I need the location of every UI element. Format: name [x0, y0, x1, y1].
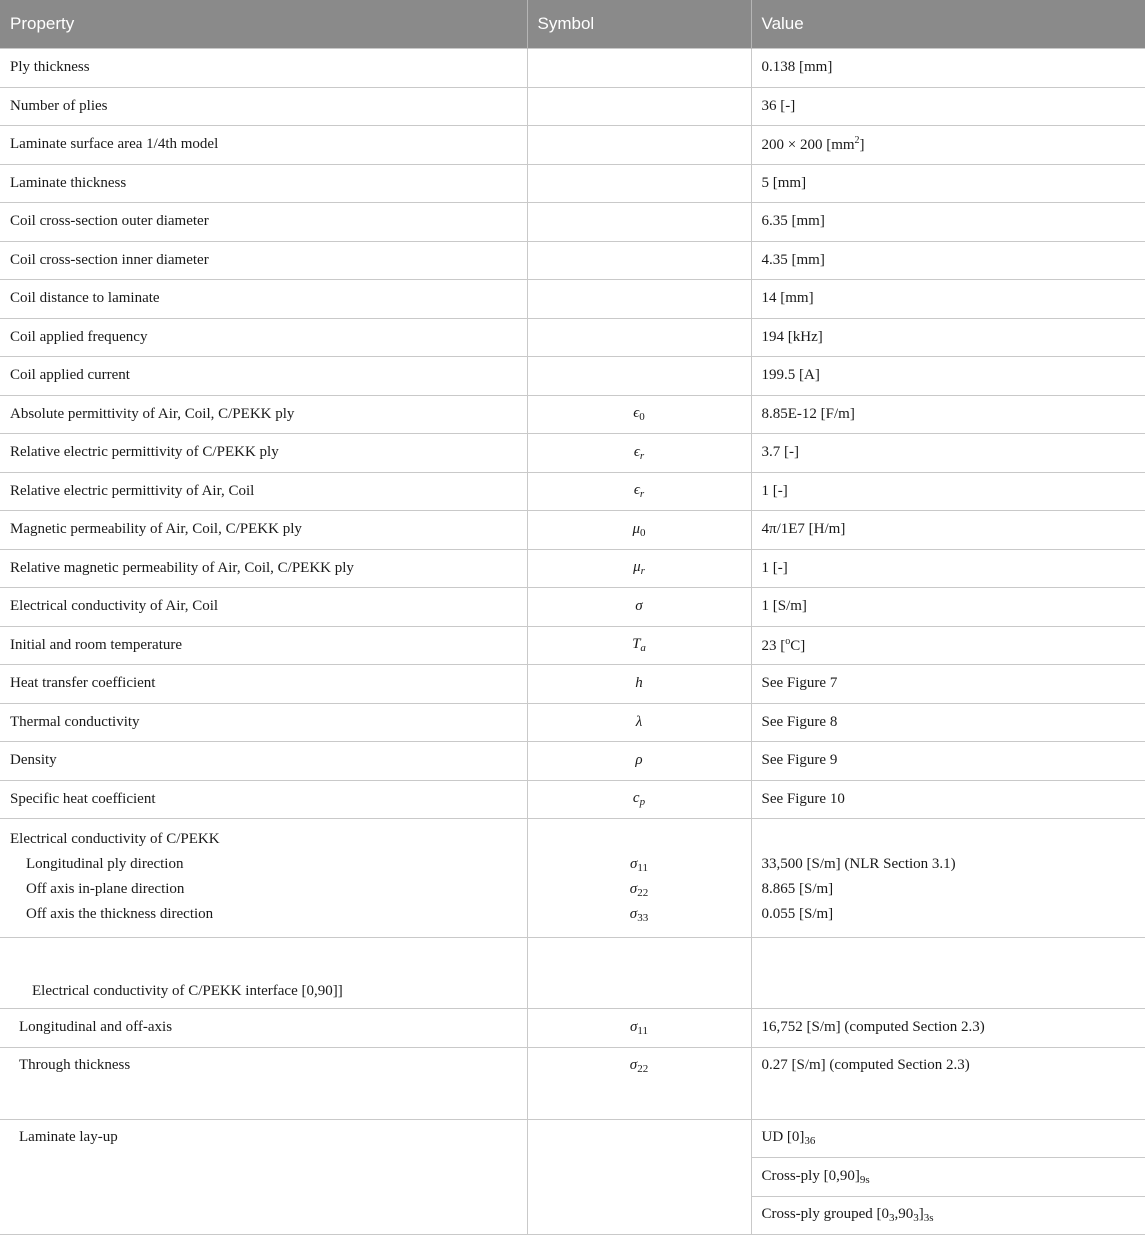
property-cell: Laminate surface area 1/4th model — [0, 126, 527, 165]
symbol-text: ϵ — [633, 405, 640, 422]
group-item-value: 0.055 [S/m] — [761, 906, 834, 922]
property-cell: Magnetic permeability of Air, Coil, C/PEKK ply — [0, 511, 527, 550]
layup-value-mid: ,90 — [894, 1206, 914, 1223]
value-cell: 0.27 [S/m] (computed Section 2.3) — [751, 1047, 1145, 1119]
symbol-cell — [527, 1119, 751, 1235]
symbol-cell — [527, 87, 751, 126]
symbol-cell — [527, 395, 751, 434]
header-row — [0, 0, 1145, 49]
layup-label: Laminate lay-up — [19, 1128, 118, 1145]
table-row — [0, 49, 1145, 88]
property-cell: Coil applied frequency — [0, 318, 527, 357]
symbol-cell: h — [527, 665, 751, 704]
group-item-symbol — [538, 877, 741, 902]
symbol-text: σ — [629, 906, 638, 922]
value-cell — [751, 938, 1145, 1009]
value-cell — [751, 626, 1145, 665]
group-item-symbol — [538, 902, 741, 927]
table-row — [0, 511, 1145, 550]
value-cell: 8.85E-12 [F/m] — [751, 395, 1145, 434]
symbol-cell: σ — [527, 588, 751, 627]
symbol-cell — [527, 434, 751, 473]
interface-item-label: Through thickness — [19, 1056, 131, 1073]
symbol-subscript: 22 — [637, 887, 649, 899]
value-cell: 199.5 [A] — [751, 357, 1145, 396]
property-cell — [0, 1009, 527, 1048]
symbol-cell — [527, 318, 751, 357]
group-item-label: Off axis in-plane direction — [26, 881, 185, 897]
value-cell: 4.35 [mm] — [751, 241, 1145, 280]
symbol-cell — [527, 241, 751, 280]
table-row — [0, 626, 1145, 665]
symbol-subscript: 11 — [637, 1024, 648, 1037]
group-item-label: Off axis the thickness direction — [26, 906, 214, 922]
property-cell: Coil applied current — [0, 357, 527, 396]
value-cell: 6.35 [mm] — [751, 203, 1145, 242]
value-cell — [751, 1196, 1145, 1235]
table-row — [0, 164, 1145, 203]
property-cell: Heat transfer coefficient — [0, 665, 527, 704]
symbol-text: σ — [630, 1018, 638, 1035]
symbol-subscript: 33 — [637, 912, 649, 924]
symbol-text: ϵ — [633, 482, 640, 499]
header-property: Property — [0, 0, 527, 49]
table-row — [0, 780, 1145, 819]
property-cell: Laminate thickness — [0, 164, 527, 203]
value-cell: See Figure 10 — [751, 780, 1145, 819]
symbol-cell — [527, 280, 751, 319]
symbol-cell — [527, 780, 751, 819]
symbol-subscript: r — [640, 565, 645, 578]
value-cell — [751, 1158, 1145, 1197]
property-cell: Ply thickness — [0, 49, 527, 88]
symbol-cell: ρ — [527, 742, 751, 781]
symbol-subscript: a — [640, 642, 646, 655]
header-value: Value — [751, 0, 1145, 49]
table-row — [0, 241, 1145, 280]
value-cell: 14 [mm] — [751, 280, 1145, 319]
table-row — [0, 665, 1145, 704]
value-cell: 16,752 [S/m] (computed Section 2.3) — [751, 1009, 1145, 1048]
table-row — [0, 1047, 1145, 1119]
property-cell: Relative magnetic permeability of Air, Coil, C/PEKK ply — [0, 549, 527, 588]
value-cell: 1 [-] — [751, 549, 1145, 588]
layup-subscript: 3s — [923, 1212, 934, 1225]
property-cell: Initial and room temperature — [0, 626, 527, 665]
value-text: 200 × 200 [mm — [761, 137, 855, 154]
layup-subscript: 3 — [889, 1212, 895, 1225]
header-symbol: Symbol — [527, 0, 751, 49]
value-cell: 194 [kHz] — [751, 318, 1145, 357]
property-cell: Electrical conductivity of Air, Coil — [0, 588, 527, 627]
property-cell: Coil cross-section inner diameter — [0, 241, 527, 280]
group-item-label: Longitudinal ply direction — [26, 856, 184, 872]
layup-row — [0, 1119, 1145, 1158]
value-cell: See Figure 8 — [751, 703, 1145, 742]
symbol-text: μ — [632, 520, 641, 537]
value-superscript: 2 — [854, 135, 860, 147]
symbol-text: μ — [633, 559, 641, 576]
property-cell: Density — [0, 742, 527, 781]
value-text-end: C] — [790, 637, 806, 654]
symbol-subscript: 0 — [640, 526, 646, 539]
symbol-text: σ — [629, 1056, 638, 1073]
property-cell — [0, 938, 527, 1009]
symbol-cell — [527, 126, 751, 165]
property-cell: Coil cross-section outer diameter — [0, 203, 527, 242]
symbol-cell — [527, 549, 751, 588]
table-row — [0, 742, 1145, 781]
interface-title-row — [0, 938, 1145, 1009]
symbol-text: T — [632, 636, 641, 653]
symbol-subscript: 0 — [639, 411, 645, 424]
layup-value: UD [0] — [761, 1129, 805, 1146]
value-cell: 4π/1E7 [H/m] — [751, 511, 1145, 550]
symbol-cell: λ — [527, 703, 751, 742]
property-cell: Absolute permittivity of Air, Coil, C/PEKK ply — [0, 395, 527, 434]
layup-value: Cross-ply grouped [0 — [761, 1206, 889, 1223]
property-cell: Coil distance to laminate — [0, 280, 527, 319]
group-item-symbol — [538, 852, 741, 877]
group-item-value: 33,500 [S/m] (NLR Section 3.1) — [761, 856, 956, 872]
symbol-subscript: p — [639, 796, 646, 809]
table-row — [0, 318, 1145, 357]
table-row — [0, 588, 1145, 627]
property-cell: Number of plies — [0, 87, 527, 126]
table-row — [0, 203, 1145, 242]
symbol-subscript: r — [639, 449, 645, 462]
symbol-cell — [527, 819, 751, 938]
value-cell: 1 [-] — [751, 472, 1145, 511]
symbol-cell — [527, 1009, 751, 1048]
property-cell: Relative electric permittivity of Air, Coil — [0, 472, 527, 511]
property-cell: Specific heat coefficient — [0, 780, 527, 819]
value-superscript: o — [785, 635, 791, 647]
table-row — [0, 87, 1145, 126]
table-row — [0, 126, 1145, 165]
table-row — [0, 434, 1145, 473]
symbol-cell — [527, 626, 751, 665]
symbol-cell — [527, 1047, 751, 1119]
layup-value: Cross-ply [0,90] — [761, 1167, 860, 1184]
symbol-text: ϵ — [633, 443, 640, 460]
property-cell — [0, 1119, 527, 1235]
symbol-cell — [527, 472, 751, 511]
symbol-cell — [527, 938, 751, 1009]
layup-subscript: 9s — [859, 1173, 870, 1186]
property-cell: Relative electric permittivity of C/PEKK ply — [0, 434, 527, 473]
symbol-cell — [527, 49, 751, 88]
cpekk-conductivity-row — [0, 819, 1145, 938]
value-cell: See Figure 7 — [751, 665, 1145, 704]
table-row — [0, 472, 1145, 511]
table-row — [0, 1009, 1145, 1048]
value-cell: See Figure 9 — [751, 742, 1145, 781]
table-row — [0, 395, 1145, 434]
symbol-cell — [527, 511, 751, 550]
value-cell: 36 [-] — [751, 87, 1145, 126]
value-cell: 0.138 [mm] — [751, 49, 1145, 88]
layup-subscript: 3 — [913, 1212, 919, 1225]
value-text-end: ] — [859, 137, 865, 154]
symbol-subscript: 22 — [637, 1062, 649, 1075]
table-row — [0, 280, 1145, 319]
group-title: Electrical conductivity of C/PEKK — [10, 831, 220, 847]
interface-item-label: Longitudinal and off-axis — [19, 1019, 173, 1036]
layup-subscript: 36 — [804, 1135, 816, 1148]
value-cell: 5 [mm] — [751, 164, 1145, 203]
value-cell — [751, 126, 1145, 165]
table-row — [0, 549, 1145, 588]
table-row — [0, 703, 1145, 742]
group-item-value: 8.865 [S/m] — [761, 881, 834, 897]
table-row — [0, 357, 1145, 396]
symbol-cell — [527, 164, 751, 203]
value-cell — [751, 819, 1145, 938]
property-cell — [0, 1047, 527, 1119]
symbol-subscript: 11 — [637, 862, 648, 874]
property-cell — [0, 819, 527, 938]
property-cell: Thermal conductivity — [0, 703, 527, 742]
symbol-text: σ — [630, 856, 638, 872]
value-cell: 3.7 [-] — [751, 434, 1145, 473]
value-text: 23 [ — [761, 637, 786, 654]
value-cell: 1 [S/m] — [751, 588, 1145, 627]
symbol-subscript: r — [639, 488, 645, 501]
layup-value-end: ] — [918, 1206, 924, 1223]
symbol-text: σ — [629, 881, 638, 897]
symbol-text: c — [632, 790, 640, 807]
symbol-cell — [527, 203, 751, 242]
interface-title: Electrical conductivity of C/PEKK interface [0,90]] — [32, 983, 343, 999]
value-cell — [751, 1119, 1145, 1158]
symbol-cell — [527, 357, 751, 396]
